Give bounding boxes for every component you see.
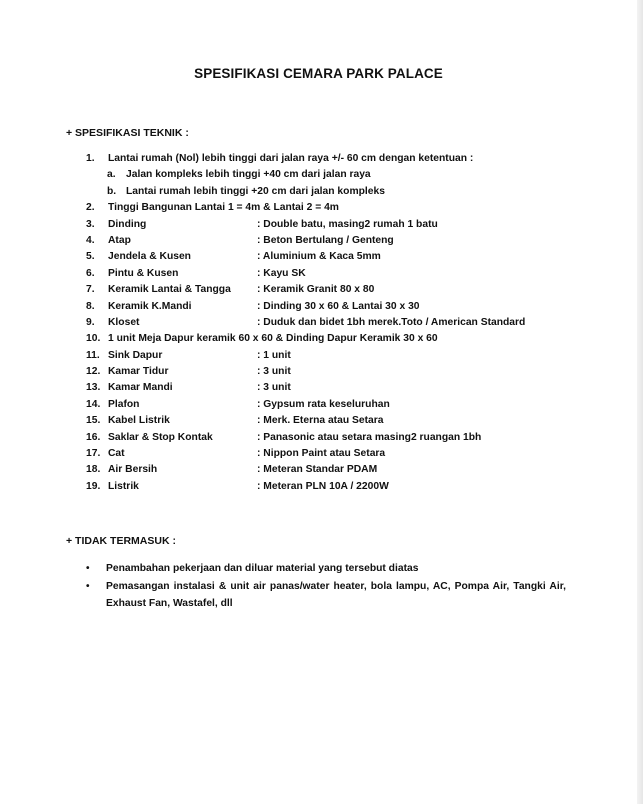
spec-value: : Panasonic atau setara masing2 ruangan 1bh [257, 432, 482, 443]
spec-label: Sink Dapur [108, 350, 163, 361]
spec-label: Keramik Lantai & Tangga [108, 284, 231, 295]
spec-value: : Aluminium & Kaca 5mm [257, 251, 381, 262]
spec-label: Kabel Listrik [108, 415, 170, 426]
spec-number: 6. [86, 268, 95, 279]
spec-label: Listrik [108, 481, 139, 492]
spec-number: 18. [86, 464, 101, 475]
spec-label: Air Bersih [108, 464, 158, 475]
spec-value: : Beton Bertulang / Genteng [257, 235, 394, 246]
excluded-item-text: Penambahan pekerjaan dan diluar material yang tersebut diatas [106, 563, 419, 574]
spec-value: : 3 unit [257, 382, 291, 393]
spec-label: Pintu & Kusen [108, 268, 179, 279]
spec-label: Saklar & Stop Kontak [108, 432, 213, 443]
sub-item-text: Jalan kompleks lebih tinggi +40 cm dari jalan raya [126, 169, 371, 180]
spec-label: Atap [108, 235, 131, 246]
spec-label: Cat [108, 448, 125, 459]
sub-item-letter: b. [107, 186, 117, 197]
spec-value: : Double batu, masing2 rumah 1 batu [257, 219, 438, 230]
spec-value: : 3 unit [257, 366, 291, 377]
spec-number: 11. [86, 350, 100, 361]
spec-label: 1 unit Meja Dapur keramik 60 x 60 & Dinding Dapur Keramik 30 x 60 [108, 333, 438, 344]
spec-number: 2. [86, 202, 95, 213]
spec-value: : Duduk dan bidet 1bh merek.Toto / American Standard [257, 317, 526, 328]
spec-label: Kamar Mandi [108, 382, 173, 393]
spec-value: : Meteran PLN 10A / 2200W [257, 481, 389, 492]
spec-label: Plafon [108, 399, 140, 410]
spec-value: : Keramik Granit 80 x 80 [257, 284, 375, 295]
spec-label: Lantai rumah (Nol) lebih tinggi dari jalan raya +/- 60 cm dengan ketentuan : [108, 153, 474, 164]
spec-number: 4. [86, 235, 95, 246]
spec-number: 3. [86, 219, 95, 230]
spec-label: Kamar Tidur [108, 366, 169, 377]
spec-section-heading: + SPESIFIKASI TEKNIK : [66, 127, 189, 139]
spec-label: Jendela & Kusen [108, 251, 191, 262]
spec-number: 10. [86, 333, 101, 344]
spec-number: 14. [86, 399, 101, 410]
spec-number: 8. [86, 301, 95, 312]
sub-item-letter: a. [107, 169, 116, 180]
spec-number: 7. [86, 284, 95, 295]
spec-number: 15. [86, 415, 101, 426]
spec-number: 9. [86, 317, 95, 328]
spec-number: 12. [86, 366, 101, 377]
bullet-icon: • [86, 581, 90, 592]
spec-value: : Meteran Standar PDAM [257, 464, 378, 475]
excluded-item-text: Pemasangan instalasi & unit air panas/water heater, bola lampu, AC, Pompa Air, Tangki Air, Exhaust Fan, Wastafel, dll [106, 581, 566, 609]
document-title: SPESIFIKASI CEMARA PARK PALACE [194, 66, 443, 81]
spec-number: 13. [86, 382, 101, 393]
spec-value: : Gypsum rata keseluruhan [257, 399, 390, 410]
spec-number: 5. [86, 251, 95, 262]
spec-number: 16. [86, 432, 101, 443]
spec-value: : Merk. Eterna atau Setara [257, 415, 384, 426]
bullet-icon: • [86, 563, 90, 574]
spec-number: 1. [86, 153, 95, 164]
spec-label: Dinding [108, 219, 147, 230]
sub-item-text: Lantai rumah lebih tinggi +20 cm dari jalan kompleks [126, 186, 385, 197]
excluded-section-heading: + TIDAK TERMASUK : [66, 535, 176, 547]
spec-value: : 1 unit [257, 350, 291, 361]
spec-label: Tinggi Bangunan Lantai 1 = 4m & Lantai 2 = 4m [108, 202, 339, 213]
spec-label: Kloset [108, 317, 140, 328]
spec-value: : Kayu SK [257, 268, 306, 279]
page-edge-shadow [637, 0, 643, 804]
spec-label: Keramik K.Mandi [108, 301, 192, 312]
spec-value: : Dinding 30 x 60 & Lantai 30 x 30 [257, 301, 420, 312]
spec-value: : Nippon Paint atau Setara [257, 448, 386, 459]
spec-number: 19. [86, 481, 101, 492]
spec-number: 17. [86, 448, 101, 459]
